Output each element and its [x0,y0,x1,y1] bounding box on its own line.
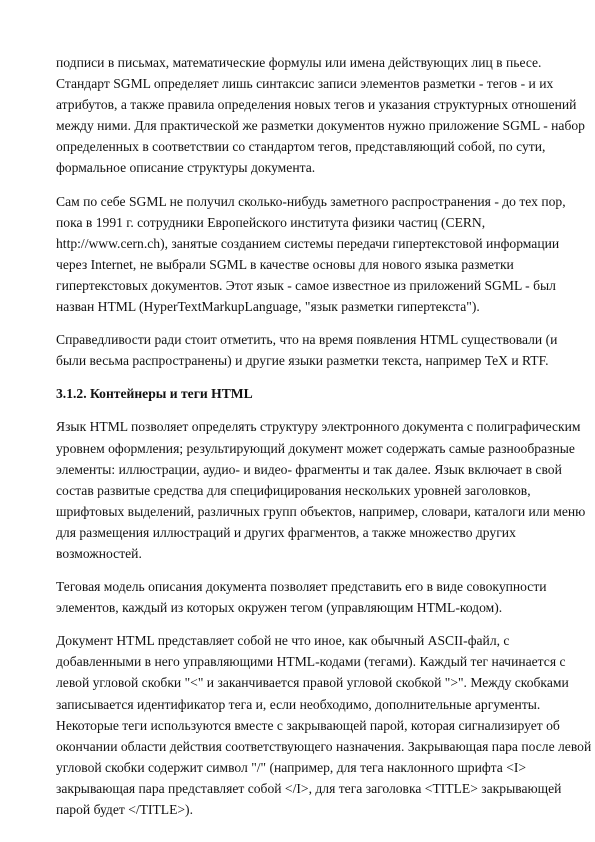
text-line: Сам по себе SGML не получил сколько-нибудь заметного распространения - до тех пор, [56,193,566,209]
section-heading: 3.1.2. Контейнеры и теги HTML [56,386,253,402]
text-line: Стандарт SGML определяет лишь синтаксис записи элементов разметки - тегов - и их [56,76,554,92]
text-line: шрифтовых выделений, различных групп объектов, например, словари, каталоги или меню [56,503,586,519]
text-line: назван HTML (HyperTextMarkupLanguage, "язык разметки гипертекста"). [56,299,480,315]
text-line: Некоторые теги используются вместе с закрывающей парой, которая сигнализирует об [56,717,560,733]
text-line: записывается идентификатор тега и, если необходимо, дополнительные аргументы. [56,696,541,712]
text-line: возможностей. [56,545,142,561]
text-line: подписи в письмах, математические формулы или имена действующих лиц в пьесе. [56,55,542,70]
text-line: окончании области действия соответствующего назначения. Закрывающая пара после левой [56,738,592,754]
text-line: были весьма распространены) и другие языки разметки текста, например TeX и RTF. [56,353,549,369]
text-line: состав развитые средства для специфицирования нескольких уровней заголовков, [56,482,531,498]
text-line: формальное описание структуры документа. [56,160,316,176]
paragraph-html-structure [56,416,586,564]
text-line: Справедливости ради стоит отметить, что на время появления HTML существовали (и [56,332,558,348]
text-line: Язык HTML позволяет определять структуру электронного документа с полиграфическим [56,419,581,435]
text-line: Теговая модель описания документа позволяет представить его в виде совокупности [56,579,547,595]
paragraph-html-document [56,630,592,820]
text-line: левой угловой скобки "<" и заканчивается правой угловой скобкой ">". Между скобками [56,675,569,691]
paragraph-other-languages [56,329,558,371]
paragraph-tag-model [56,576,548,618]
text-line: парой будет </TITLE>). [56,802,193,817]
paragraph-sgml-history [56,191,566,318]
text-line: закрывающая пара представляет собой </I>, для тега заголовка <TITLE> закрывающей [56,780,562,796]
text-line: определенных в соответствии со стандартом тегов, представляющий собой, по сути, [56,139,546,155]
text-line: для размещения иллюстраций и других фрагментов, а также множество других [56,524,516,540]
paragraph-sgml-intro [56,52,585,179]
text-line: через Internet, не выбрали SGML в качестве основы для нового языка разметки [56,256,514,272]
text-line: уровнем оформления; результирующий документ может содержать самые разнообразные [56,440,575,456]
text-line: пока в 1991 г. сотрудники Европейского института физики частиц (CERN, [56,214,486,230]
document-page [56,52,592,832]
text-line: Документ HTML представляет собой не что иное, как обычный ASCII-файл, с [56,633,510,649]
text-line: элементов, каждый из которых окружен тегом (управляющим HTML-кодом). [56,600,503,616]
text-line: между ними. Для практической же разметки документов нужно приложение SGML - набор [56,118,585,134]
text-line: элементы: иллюстрации, аудио- и видео- фрагменты и так далее. Язык включает в свой [56,461,562,477]
text-line: добавленными в него управляющими HTML-кодами (тегами). Каждый тег начинается с [56,654,566,670]
text-line: атрибутов, а также правила определения новых тегов и указания структурных отношений [56,97,577,113]
text-line: http://www.cern.ch), занятые созданием системы передачи гипертекстовой информации [56,235,560,251]
text-line: гипертекстовых документов. Этот язык - самое известное из приложений SGML - был [56,277,556,293]
text-line: угловой скобки содержит символ "/" (например, для тега наклонного шрифта <I> [56,759,527,775]
